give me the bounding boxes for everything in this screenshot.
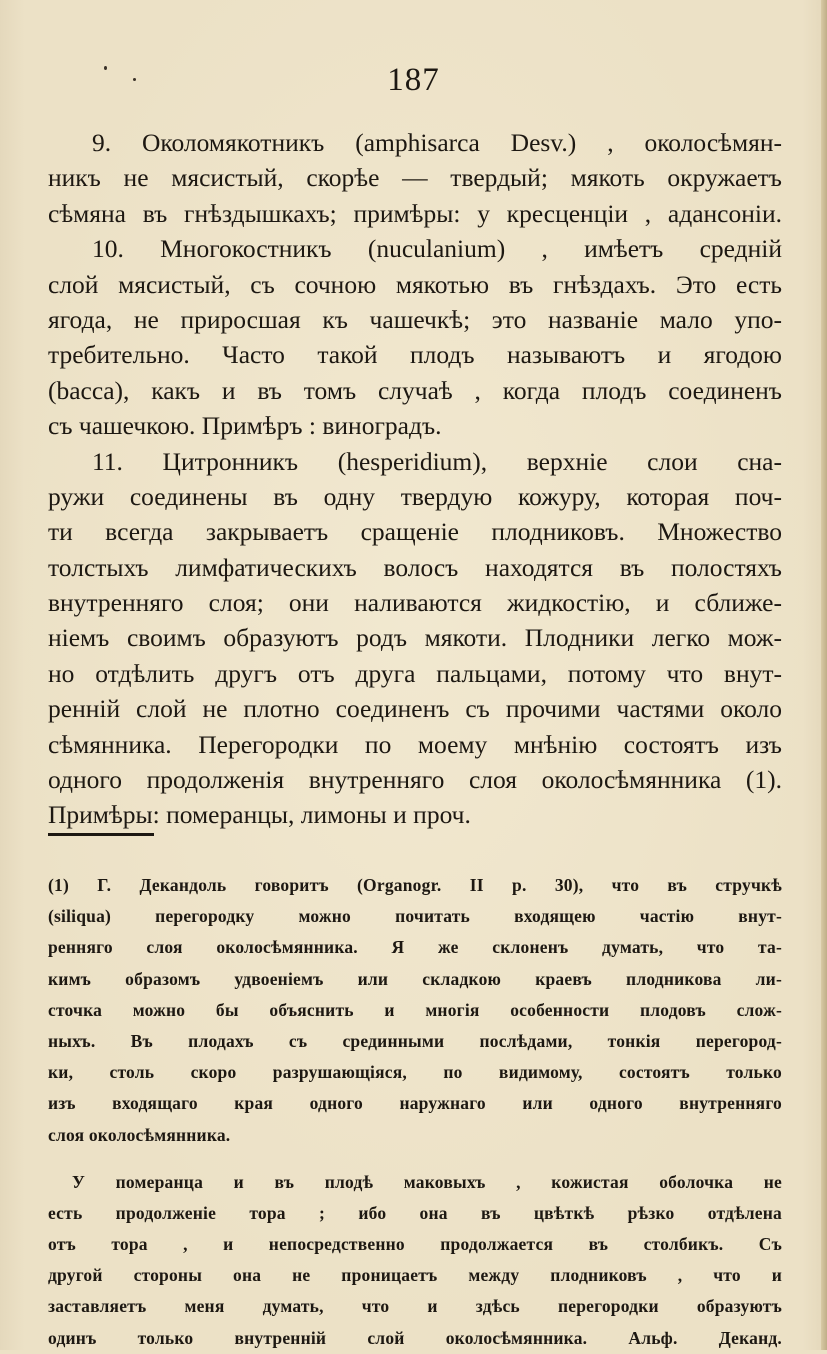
text-line: сѣмяна въ гнѣздышкахъ; примѣры: у кресценціи , адансоніи. — [48, 198, 782, 228]
page-edge — [821, 0, 827, 1350]
text-line: но отдѣлить другъ отъ друга пальцами, потому что внут- — [48, 658, 782, 688]
footnote-line: У померанца и въ плодѣ маковыхъ , кожистая оболочка не — [72, 1171, 782, 1192]
footnote-line: отъ тора , и непосредственно продолжается въ столбикъ. Съ — [48, 1234, 782, 1255]
text-line: ти всегда закрываетъ сращеніе плодниковъ. Множество — [48, 517, 782, 547]
text-line: требительно. Часто такой плодъ называютъ и ягодою — [48, 340, 782, 370]
text-line: съ чашечкою. Примѣръ : виноградъ. — [48, 411, 442, 441]
footnote-line: ренняго слоя околосѣмянника. Я же склоненъ думать, что та- — [48, 937, 782, 958]
text-line: сѣмянника. Перегородки по моему мнѣнію состоятъ изъ — [48, 729, 782, 759]
page-number: 187 — [387, 62, 440, 98]
text-line: никъ не мясистый, скорѣе — твердый; мякоть окружаетъ — [48, 163, 782, 193]
footnote-line: другой стороны она не проницаетъ между плодниковъ , что и — [48, 1265, 782, 1286]
footnote-line: (siliqua) перегородку можно почитать входящею частію внут- — [48, 906, 782, 927]
text-line: ягода, не приросшая къ чашечкѣ; это названіе мало упо- — [48, 304, 782, 334]
text-line: внутренняго слоя; они наливаются жидкостію, и сближе- — [48, 588, 782, 618]
footnote-line: слоя околосѣмянника. — [48, 1124, 231, 1145]
text-line: 10. Многокостникъ (nuculanium) , имѣетъ средній — [92, 234, 782, 264]
text-line: ренній слой не плотно соединенъ съ прочими частями около — [48, 694, 782, 724]
text-line: одного продолженія внутренняго слоя околосѣмянника (1). — [48, 765, 782, 795]
footnote-line: ки, столь скоро разрушающіяся, по видимому, состоятъ только — [48, 1062, 782, 1083]
footnote-line: изъ входящаго края одного наружнаго или одного внутренняго — [48, 1093, 782, 1114]
main-text — [48, 125, 782, 833]
text-line: Примѣры: померанцы, лимоны и проч. — [48, 800, 471, 830]
text-line: (bacca), какъ и въ томъ случаѣ , когда плодъ соединенъ — [48, 375, 782, 405]
text-line: 9. Околомякотникъ (amphisarca Desv.) , околосѣмян- — [92, 128, 782, 157]
footnote-line: (1) Г. Декандоль говоритъ (Organogr. II p. 30), что въ стручкѣ — [48, 875, 782, 895]
footnote-line: ныхъ. Въ плодахъ съ срединными послѣдами, тонкія перегород- — [48, 1030, 782, 1051]
footnote-line: одинъ только внутренній слой околосѣмянника. Альф. Деканд. — [48, 1327, 782, 1348]
footnote-line: заставляетъ меня думать, что и здѣсь перегородки образуютъ — [48, 1296, 782, 1317]
text-line: 11. Цитронникъ (hesperidium), верхніе слои сна- — [92, 446, 782, 476]
text-line: ніемъ своимъ образуютъ родъ мякоти. Плодники легко мож- — [48, 623, 782, 653]
footnote-separator — [48, 833, 154, 836]
footnote-line: кимъ образомъ удвоеніемъ или складкою краевъ плодникова ли- — [48, 968, 782, 989]
footnote-gap — [48, 1151, 782, 1167]
text-line: слой мясистый, съ сочною мякотью въ гнѣздахъ. Это есть — [48, 269, 782, 299]
footnote-line: сточка можно бы объяснить и многія особенности плодовъ слож- — [48, 999, 782, 1020]
footnote — [48, 870, 782, 1354]
text-line: ружи соединены въ одну твердую кожуру, которая поч- — [48, 481, 782, 511]
footnote-line: есть продолженіе тора ; ибо она въ цвѣткѣ рѣзко отдѣлена — [48, 1202, 782, 1223]
text-line: толстыхъ лимфатическихъ волосъ находятся въ полостяхъ — [48, 552, 782, 582]
